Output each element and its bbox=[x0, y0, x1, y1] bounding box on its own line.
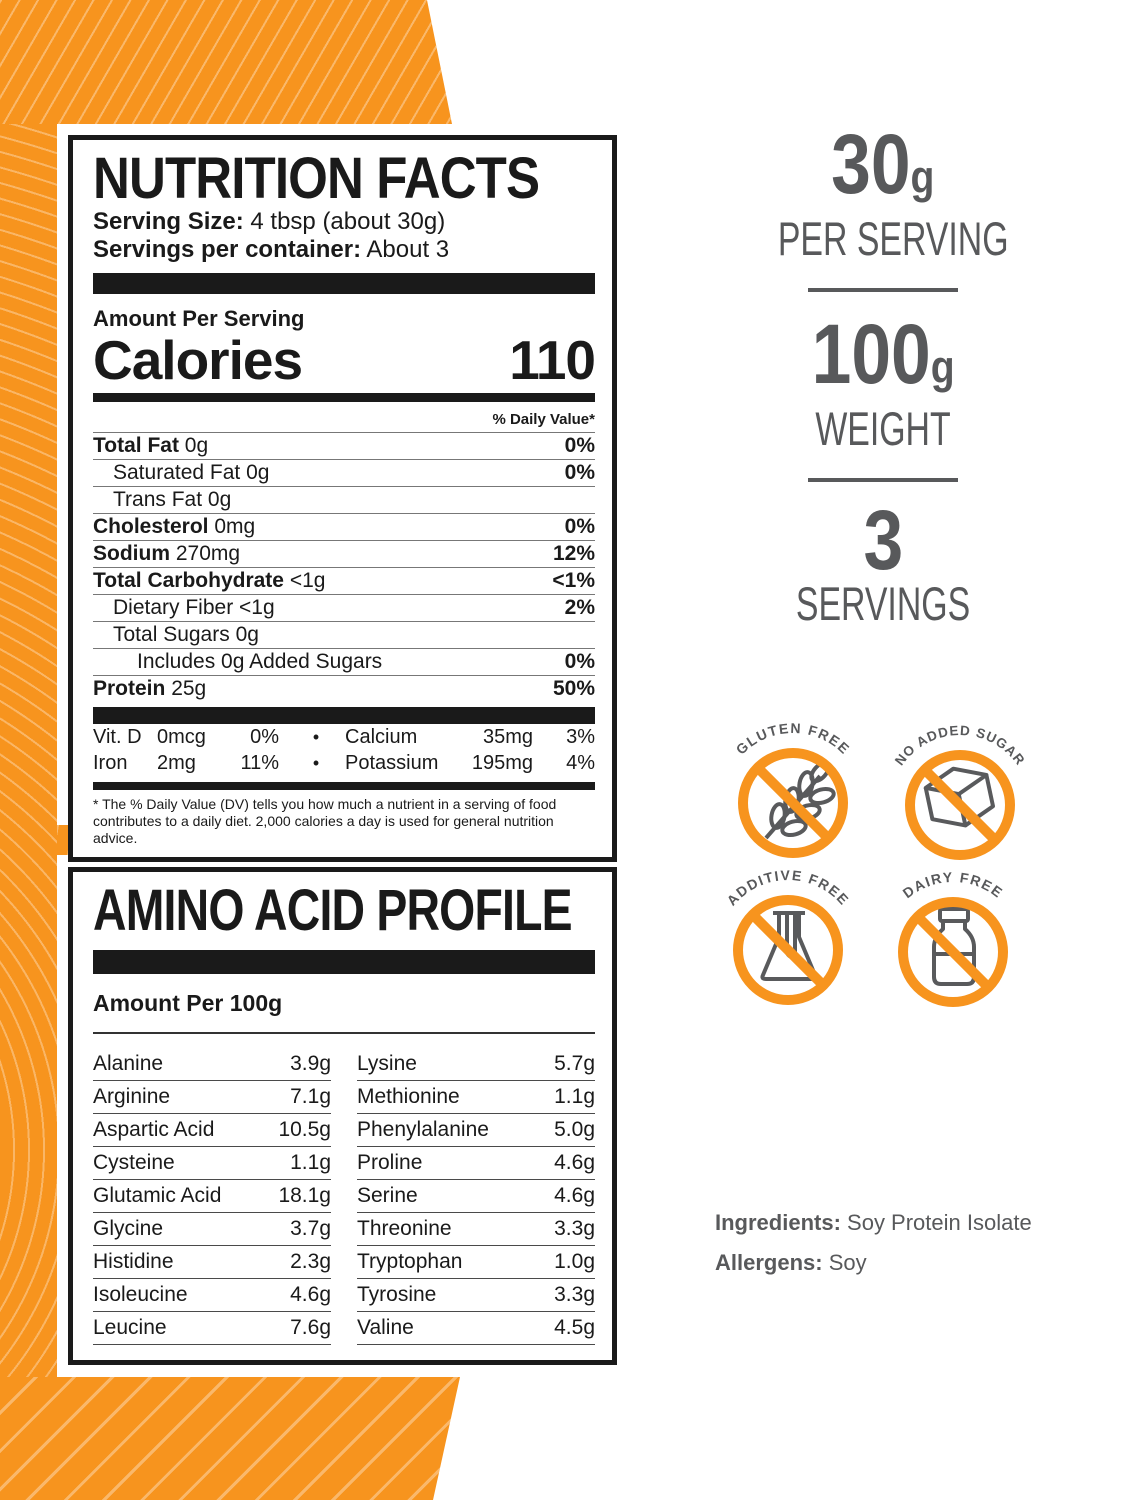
stat-divider bbox=[733, 478, 1033, 482]
table-row: Tyrosine 3.3g bbox=[357, 1279, 595, 1312]
badge-arc-label: DAIRY FREE bbox=[899, 868, 1007, 902]
nutrition-facts-title: NUTRITION FACTS bbox=[93, 146, 540, 211]
divider-bar bbox=[93, 782, 595, 790]
table-row: Isoleucine 4.6g bbox=[93, 1279, 331, 1312]
amino-acid-title: AMINO ACID PROFILE bbox=[93, 878, 572, 943]
table-row: Glutamic Acid 18.1g bbox=[93, 1180, 331, 1213]
table-row: Histidine 2.3g bbox=[93, 1246, 331, 1279]
table-row: Arginine 7.1g bbox=[93, 1081, 331, 1114]
servings-per-container-line: Servings per container: About 3 bbox=[93, 236, 450, 263]
table-row: Tryptophan 1.0g bbox=[357, 1246, 595, 1279]
amino-acid-panel bbox=[68, 867, 617, 1365]
dairy-free-badge bbox=[868, 857, 1038, 1017]
nutrition-facts-panel bbox=[68, 135, 617, 862]
wheat-icon bbox=[766, 760, 835, 838]
micronutrient-row: Vit. D 0mcg 0% • Calcium 35mg 3% bbox=[93, 726, 595, 748]
gram-unit: g bbox=[910, 151, 935, 203]
table-row: Threonine 3.3g bbox=[357, 1213, 595, 1246]
nutrient-row: Sodium 270mg 12% bbox=[93, 541, 595, 568]
no-added-sugar-badge bbox=[875, 710, 1045, 870]
bullet-separator: • bbox=[312, 753, 320, 773]
table-row: Phenylalanine 5.0g bbox=[357, 1114, 595, 1147]
nutrient-row: Trans Fat 0g bbox=[93, 487, 595, 514]
micronutrient-row: Iron 2mg 11% • Potassium 195mg 4% bbox=[93, 752, 595, 774]
nutrient-row: Saturated Fat 0g 0% bbox=[93, 460, 595, 487]
bottom-orange-shape bbox=[0, 1377, 460, 1500]
allergens-line: Allergens: Soy bbox=[715, 1250, 867, 1275]
per-serving-grams: 30g bbox=[831, 117, 935, 211]
servings-label: SERVINGS bbox=[795, 577, 971, 630]
amino-acid-table bbox=[93, 1048, 595, 1345]
nutrient-row: Includes 0g Added Sugars 0% bbox=[93, 649, 595, 676]
table-row: Glycine 3.7g bbox=[93, 1213, 331, 1246]
divider-bar bbox=[93, 393, 595, 402]
additive-free-badge bbox=[703, 855, 873, 1015]
nutrient-row: Protein 25g 50% bbox=[93, 677, 595, 700]
serving-size-line: Serving Size: 4 tbsp (about 30g) bbox=[93, 208, 446, 235]
nutrient-row: Total Carbohydrate <1g <1% bbox=[93, 568, 595, 595]
nutrient-row: Total Fat 0g 0% bbox=[93, 433, 595, 460]
daily-value-header: % Daily Value* bbox=[93, 402, 595, 433]
nutrient-row: Dietary Fiber <1g 2% bbox=[93, 595, 595, 622]
calories-row bbox=[93, 329, 595, 391]
table-row: Methionine 1.1g bbox=[357, 1081, 595, 1114]
top-orange-shape bbox=[0, 0, 452, 124]
left-orange-strip bbox=[0, 0, 57, 1500]
weight-label: WEIGHT bbox=[815, 402, 951, 455]
badge-arc-label: NO ADDED SUGAR bbox=[891, 722, 1029, 769]
badge-arc-label: GLUTEN FREE bbox=[732, 719, 854, 758]
ingredients-line: Ingredients: Soy Protein Isolate bbox=[715, 1210, 1032, 1235]
calories-label: Calories bbox=[93, 329, 303, 391]
table-row: Leucine 7.6g bbox=[93, 1312, 331, 1345]
badge-arc-label: ADDITIVE FREE bbox=[723, 866, 853, 909]
table-row: Serine 4.6g bbox=[357, 1180, 595, 1213]
divider-bar bbox=[93, 950, 595, 974]
table-row: Cysteine 1.1g bbox=[93, 1147, 331, 1180]
divider-bar bbox=[93, 707, 595, 724]
gram-unit: g bbox=[930, 341, 955, 393]
nutrient-row: Cholesterol 0mg 0% bbox=[93, 514, 595, 541]
amino-right-column bbox=[357, 1048, 595, 1345]
amount-per-serving: Amount Per Serving bbox=[93, 306, 305, 331]
divider-bar bbox=[93, 273, 595, 294]
calories-value: 110 bbox=[509, 329, 595, 391]
daily-value-footnote: * The % Daily Value (DV) tells you how much a nutrient in a serving of food contributes to a daily diet. 2,000 calories a day is used for general nutrition advice. bbox=[93, 796, 557, 846]
ingredients-block bbox=[715, 1203, 1115, 1283]
table-row: Aspartic Acid 10.5g bbox=[93, 1114, 331, 1147]
table-row: Proline 4.6g bbox=[357, 1147, 595, 1180]
nutrient-row: Total Sugars 0g bbox=[93, 622, 595, 649]
serving-stats-panel bbox=[733, 117, 1033, 680]
table-row: Lysine 5.7g bbox=[357, 1048, 595, 1081]
bullet-separator: • bbox=[312, 727, 320, 747]
stat-divider bbox=[733, 288, 1033, 292]
prohibition-slash bbox=[916, 915, 990, 989]
gluten-free-badge bbox=[708, 708, 878, 868]
table-row: Valine 4.5g bbox=[357, 1312, 595, 1345]
table-row: Alanine 3.9g bbox=[93, 1048, 331, 1081]
per-serving-label: PER SERVING bbox=[777, 212, 1009, 265]
amino-left-column bbox=[93, 1048, 331, 1345]
weight-grams: 100g bbox=[811, 307, 955, 401]
servings-count: 3 bbox=[863, 493, 903, 587]
amount-per-100g: Amount Per 100g bbox=[93, 990, 595, 1034]
